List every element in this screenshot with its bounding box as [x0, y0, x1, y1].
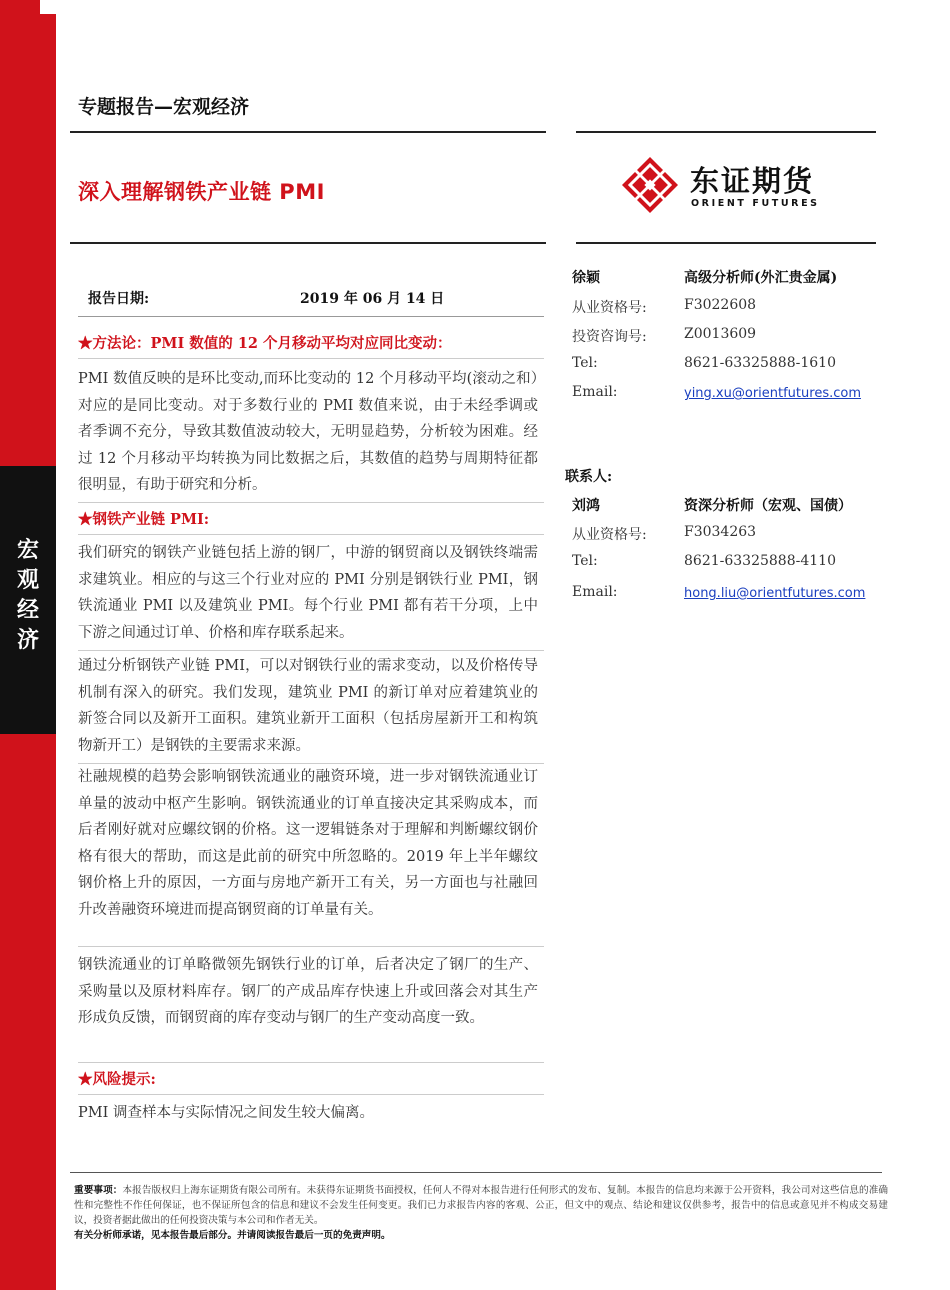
contact-tel-label: Tel:: [572, 553, 598, 569]
logo-name-cn: 东证期货: [690, 164, 815, 198]
analyst-license-value: F3022608: [684, 297, 757, 313]
logo-mark-icon: [620, 155, 680, 215]
report-title: 深入理解钢铁产业链 PMI: [78, 180, 325, 204]
disclaimer-note: 有关分析师承诺，见本报告最后部分。并请阅读报告最后一页的免责声明。: [74, 1230, 391, 1241]
section-divider: [78, 1094, 544, 1095]
contact-email-link[interactable]: hong.liu@orientfutures.com: [684, 586, 866, 601]
header-rule-left-top: [70, 131, 546, 133]
analyst-name: 徐颖: [572, 270, 600, 286]
paragraph: 通过分析钢铁产业链 PMI，可以对钢铁行业的需求变动，以及价格传导机制有深入的研究。我们发现，建筑业 PMI 的新订单对应着建筑业的新签合同以及新开工面积。建筑业新开工面积（包括房屋新开工和构筑物新开工）是钢铁的主要需求来源。: [78, 658, 538, 754]
contact-email-label: Email:: [572, 584, 618, 600]
orient-futures-logo: [620, 155, 830, 217]
paragraph: PMI 数值反映的是环比变动,而环比变动的 12 个月移动平均(滚动之和）对应的是同比变动。对于多数行业的 PMI 数值来说，由于未经季调或者季调不充分，导致其数值波动较大，无明显趋势，分析较为困难。经过 12 个月移动平均转换为同比数据之后，其数值的趋势与周期特征都很明显，有助于研究和分析。: [78, 371, 538, 493]
disclaimer: [74, 1183, 888, 1228]
date-divider: [78, 316, 544, 317]
paragraph: 钢铁流通业的订单略微领先钢铁行业的订单，后者决定了钢厂的生产、采购量以及原材料库存。钢厂的产成品库存快速上升或回落会对其生产形成负反馈，而钢贸商的库存变动与钢厂的生产变动高度一致。: [78, 957, 538, 1026]
paragraph-divider: [78, 946, 544, 947]
report-date-label: 报告日期:: [88, 291, 150, 307]
section-divider: [78, 1062, 544, 1063]
logo-name-en: ORIENT FUTURES: [691, 198, 820, 209]
analyst-email-label: Email:: [572, 384, 618, 400]
side-char: 经: [16, 598, 39, 623]
contact-license-value: F3034263: [684, 524, 757, 540]
contact-name: 刘鸿: [572, 498, 600, 514]
side-category-label: [0, 536, 56, 656]
contact-title: 资深分析师（宏观、国债）: [684, 498, 852, 514]
section-divider: [78, 502, 544, 503]
section-heading-methodology: ★方法论：PMI 数值的 12 个月移动平均对应同比变动：: [78, 335, 452, 352]
paragraph: 我们研究的钢铁产业链包括上游的钢厂，中游的钢贸商以及钢铁终端需求建筑业。相应的与这三个行业对应的 PMI 分别是钢铁行业 PMI，钢铁流通业 PMI 以及建筑业 PMI。每个行业 PMI 都有若干分项，上中下游之间通过订单、价格和库存联系起来。: [78, 545, 538, 641]
header-rule-right-top: [576, 131, 876, 133]
section-divider: [78, 534, 544, 535]
side-char: 观: [16, 568, 39, 593]
analyst-consult-value: Z0013609: [684, 326, 757, 342]
analyst-email-link[interactable]: ying.xu@orientfutures.com: [684, 386, 861, 401]
analyst-tel-value: 8621-63325888-1610: [684, 355, 836, 371]
contact-heading: 联系人:: [565, 469, 613, 485]
paragraph: 社融规模的趋势会影响钢铁流通业的融资环境，进一步对钢铁流通业订单量的波动中枢产生影响。钢铁流通业的订单直接决定其采购成本，而后者刚好就对应螺纹钢的价格。这一逻辑链条对于理解和判断螺纹钢价格有很大的帮助，而这是此前的研究中所忽略的。2019 年上半年螺纹钢价格上升的原因，一方面与房地产新开工有关，另一方面也与社融回升改善融资环境进而提高钢贸商的订单量有关。: [78, 769, 538, 918]
analyst-consult-label: 投资咨询号:: [572, 329, 647, 345]
side-char: 济: [16, 628, 39, 653]
contact-tel-value: 8621-63325888-4110: [684, 553, 836, 569]
analyst-license-label: 从业资格号:: [572, 300, 647, 316]
analyst-tel-label: Tel:: [572, 355, 598, 371]
disclaimer-rule: [70, 1172, 882, 1173]
section-heading-risk: ★风险提示:: [78, 1071, 156, 1088]
side-char: 宏: [16, 538, 39, 563]
section-divider: [78, 358, 544, 359]
header-rule-right-bottom: [576, 242, 876, 244]
paragraph-divider: [78, 650, 544, 651]
section-heading-steel-pmi: ★钢铁产业链 PMI:: [78, 511, 210, 528]
corner-mark: [40, 0, 56, 14]
analyst-title: 高级分析师(外汇贵金属): [684, 270, 838, 286]
disclaimer-label: 重要事项：: [74, 1185, 123, 1196]
paragraph: PMI 调查样本与实际情况之间发生较大偏离。: [78, 1105, 374, 1121]
header-rule-left-bottom: [70, 242, 546, 244]
report-date-value: 2019 年 06 月 14 日: [300, 291, 445, 307]
disclaimer-text: 本报告版权归上海东证期货有限公司所有。未获得东证期货书面授权，任何人不得对本报告进行任何形式的发布、复制。本报告的信息均来源于公开资料，我公司对这些信息的准确性和完整性不作任何保证，也不保证所包含的信息和建议不会发生任何变更。我们已力求报告内容的客观、公正，但文中的观点、结论和建议仅供参考，报告中的信息或意见并不构成交易建议，投资者据此做出的任何投资决策与本公司和作者无关。: [74, 1185, 889, 1226]
report-type: 专题报告—宏观经济: [78, 96, 250, 118]
contact-license-label: 从业资格号:: [572, 527, 647, 543]
